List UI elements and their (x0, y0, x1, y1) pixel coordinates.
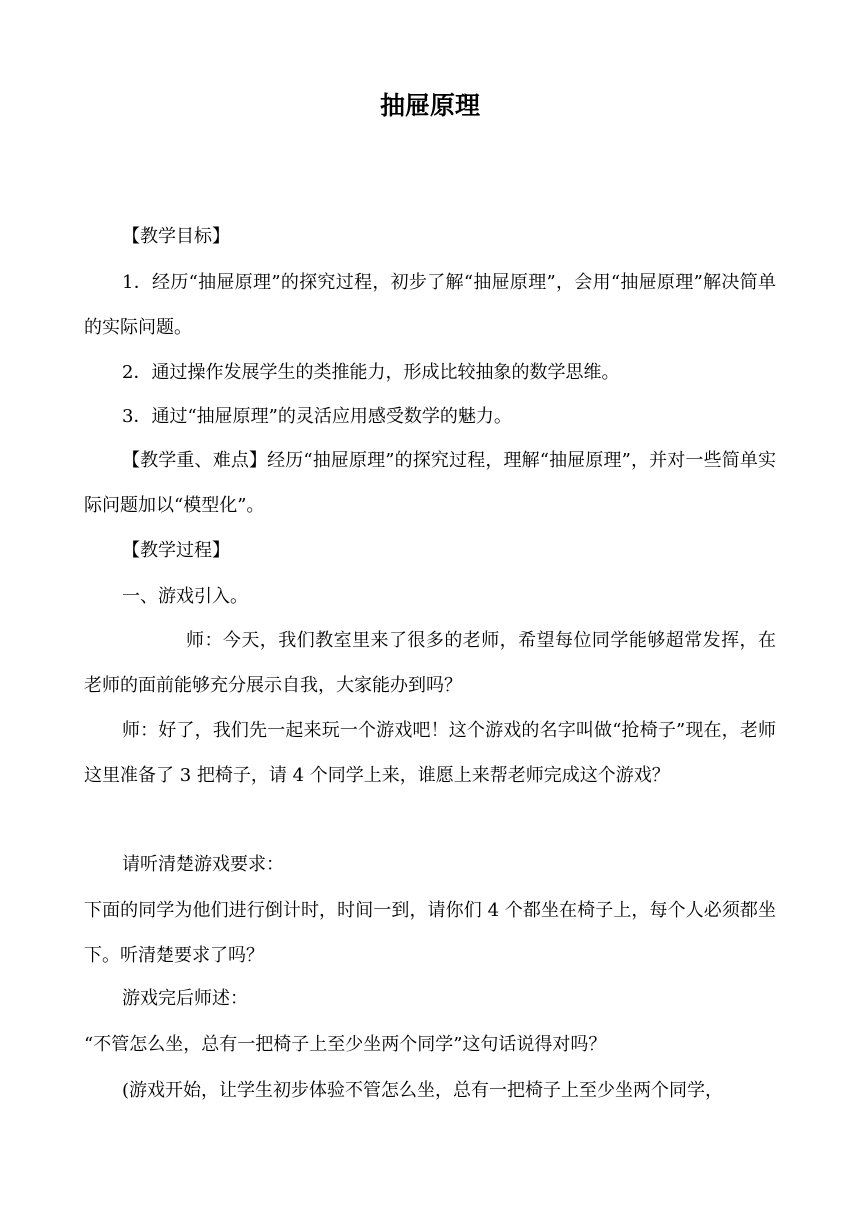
after-game-heading: 游戏完后师述： (122, 988, 248, 1009)
game-rules-heading: 请听清楚游戏要求： (122, 854, 284, 875)
objective-3-paragraph: 3．通过“抽屉原理”的灵活应用感受数学的魅力。 (122, 406, 512, 427)
teacher-opening-paragraph: 师：今天，我们教室里来了很多的老师，希望每位同学能够超常发挥，在老师的面前能够充分展示自我，大家能办到吗？ (84, 630, 776, 696)
teacher-game-paragraph: 师：好了，我们先一起来玩一个游戏吧！这个游戏的名字叫做“抢椅子”现在，老师这里准备了 3 把椅子，请 4 个同学上来，谁愿上来帮老师完成这个游戏？ (84, 720, 776, 786)
objective-1-paragraph: 1．经历“抽屉原理”的探究过程，初步了解“抽屉原理”，会用“抽屉原理”解决简单的实际问题。 (84, 272, 776, 338)
game-rules-paragraph: 下面的同学为他们进行倒计时，时间一到，请你们 4 个都坐在椅子上，每个人必须都坐下。听清楚要求了吗？ (84, 900, 776, 966)
subsection-game-intro: 一、游戏引入。 (122, 586, 248, 607)
key-points-paragraph: 【教学重、难点】经历“抽屉原理”的探究过程，理解“抽屉原理”，并对一些简单实际问题加以“模型化”。 (84, 450, 776, 516)
document-title: 抽屉原理 (379, 91, 480, 120)
game-start-paragraph: (游戏开始，让学生初步体验不管怎么坐，总有一把椅子上至少坐两个同学， (122, 1080, 724, 1101)
section-heading-objectives: 【教学目标】 (122, 226, 230, 247)
question-paragraph: “不管怎么坐，总有一把椅子上至少坐两个同学”这句话说得对吗？ (84, 1034, 607, 1055)
section-heading-process: 【教学过程】 (122, 540, 230, 561)
objective-2-paragraph: 2．通过操作发展学生的类推能力，形成比较抽象的数学思维。 (122, 362, 620, 383)
